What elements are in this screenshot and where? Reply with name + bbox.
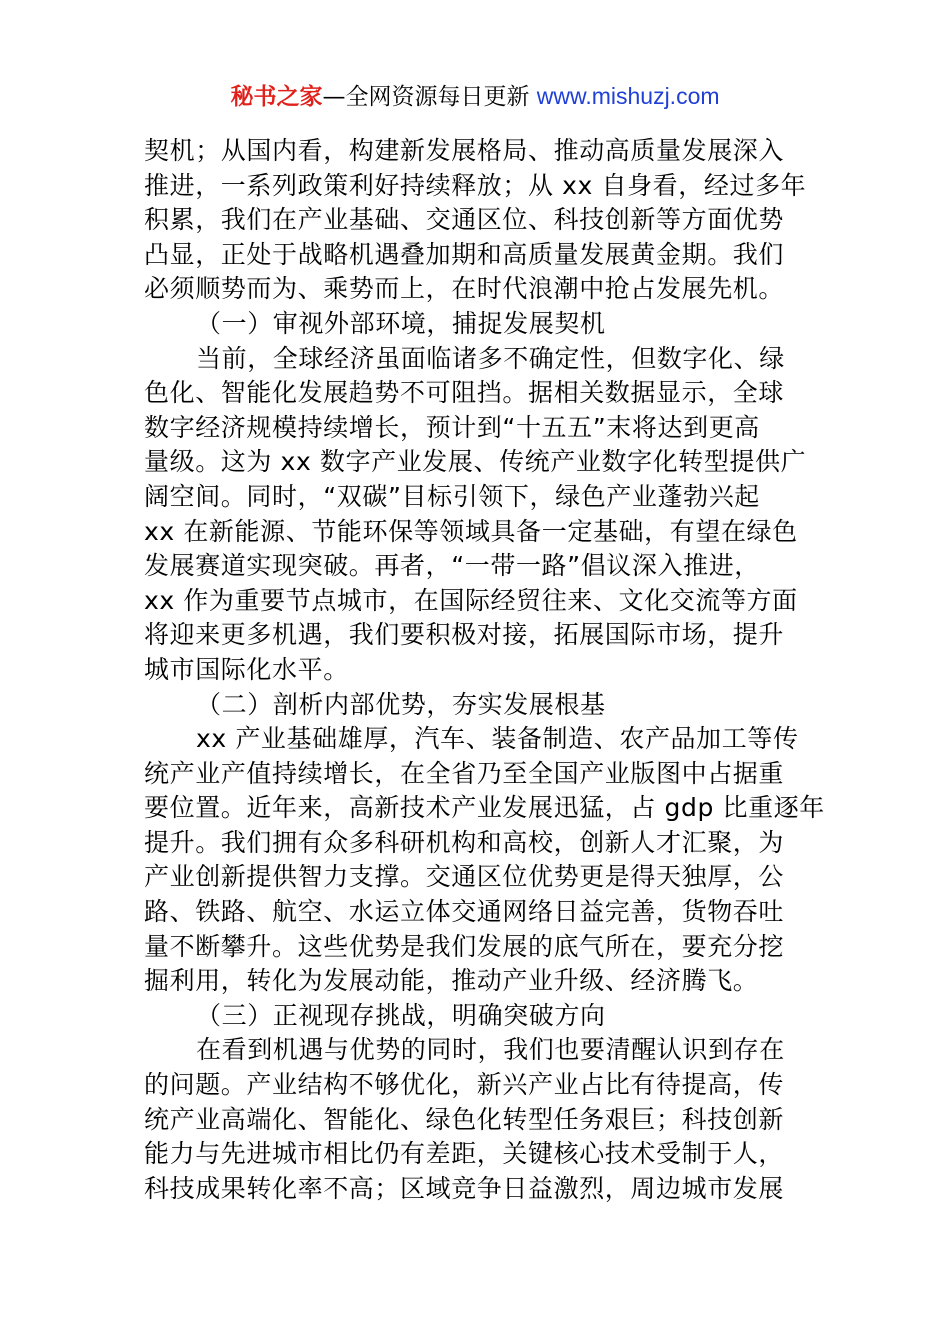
paragraph-line: 要位置。近年来，高新技术产业发展迅猛，占 gdp 比重逐年 — [144, 793, 825, 823]
paragraph-line: 路、铁路、航空、水运立体交通网络日益完善，货物吞吐 — [144, 897, 785, 927]
paragraph-line: 统产业产值持续增长，在全省乃至全国产业版图中占据重 — [144, 758, 785, 788]
paragraph-line: 当前，全球经济虽面临诸多不确定性，但数字化、绿 — [196, 343, 785, 373]
section-heading: （三）正视现存挑战，明确突破方向 — [196, 1000, 606, 1030]
brand-name: 秘书之家 — [230, 84, 323, 110]
paragraph-line: 统产业高端化、智能化、绿色化转型任务艰巨；科技创新 — [144, 1104, 785, 1134]
header-tagline: 全网资源每日更新 — [345, 84, 530, 110]
section-heading: （二）剖析内部优势，夯实发展根基 — [196, 689, 606, 719]
paragraph-line: 推进，一系列政策利好持续释放；从 xx 自身看，经过多年 — [144, 170, 807, 200]
paragraph-line: xx 在新能源、节能环保等领域具备一定基础，有望在绿色 — [144, 516, 798, 546]
paragraph-line: 城市国际化水平。 — [144, 654, 349, 684]
paragraph-line: 产业创新提供智力支撑。交通区位优势更是得天独厚，公 — [144, 862, 785, 892]
paragraph-line: 量级。这为 xx 数字产业发展、传统产业数字化转型提供广 — [144, 447, 807, 477]
paragraph-line: 的问题。产业结构不够优化，新兴产业占比有待提高，传 — [144, 1070, 785, 1100]
paragraph-line: 发展赛道实现突破。再者，“一带一路”倡议深入推进， — [144, 551, 760, 581]
paragraph-line: 阔空间。同时，“双碳”目标引领下，绿色产业蓬勃兴起 — [144, 481, 760, 511]
paragraph-line: 在看到机遇与优势的同时，我们也要清醒认识到存在 — [196, 1035, 785, 1065]
document-body — [144, 134, 825, 1206]
paragraph-line: 量不断攀升。这些优势是我们发展的底气所在，要充分挖 — [144, 931, 785, 961]
paragraph-line: 将迎来更多机遇，我们要积极对接，拓展国际市场，提升 — [144, 620, 785, 650]
paragraph-line: xx 作为重要节点城市，在国际经贸往来、文化交流等方面 — [144, 585, 798, 615]
paragraph-line: xx 产业基础雄厚，汽车、装备制造、农产品加工等传 — [196, 724, 799, 754]
header-separator: — — [322, 84, 346, 110]
paragraph-line: 掘利用，转化为发展动能，推动产业升级、经济腾飞。 — [144, 966, 759, 996]
site-url: www.mishuzj.com — [536, 83, 720, 109]
paragraph-line: 色化、智能化发展趋势不可阻挡。据相关数据显示，全球 — [144, 378, 785, 408]
section-heading: （一）审视外部环境，捕捉发展契机 — [196, 308, 606, 338]
paragraph-line: 凸显，正处于战略机遇叠加期和高质量发展黄金期。我们 — [144, 239, 785, 269]
paragraph-line: 能力与先进城市相比仍有差距，关键核心技术受制于人， — [144, 1139, 785, 1169]
document-header — [0, 80, 950, 113]
paragraph-line: 积累，我们在产业基础、交通区位、科技创新等方面优势 — [144, 205, 785, 235]
paragraph-line: 必须顺势而为、乘势而上，在时代浪潮中抢占发展先机。 — [144, 274, 785, 304]
paragraph-line: 科技成果转化率不高；区域竞争日益激烈，周边城市发展 — [144, 1173, 785, 1203]
paragraph-line: 提升。我们拥有众多科研机构和高校，创新人才汇聚，为 — [144, 827, 785, 857]
paragraph-line: 契机；从国内看，构建新发展格局、推动高质量发展深入 — [144, 136, 785, 165]
paragraph-line: 数字经济规模持续增长，预计到“十五五”末将达到更高 — [144, 412, 760, 442]
